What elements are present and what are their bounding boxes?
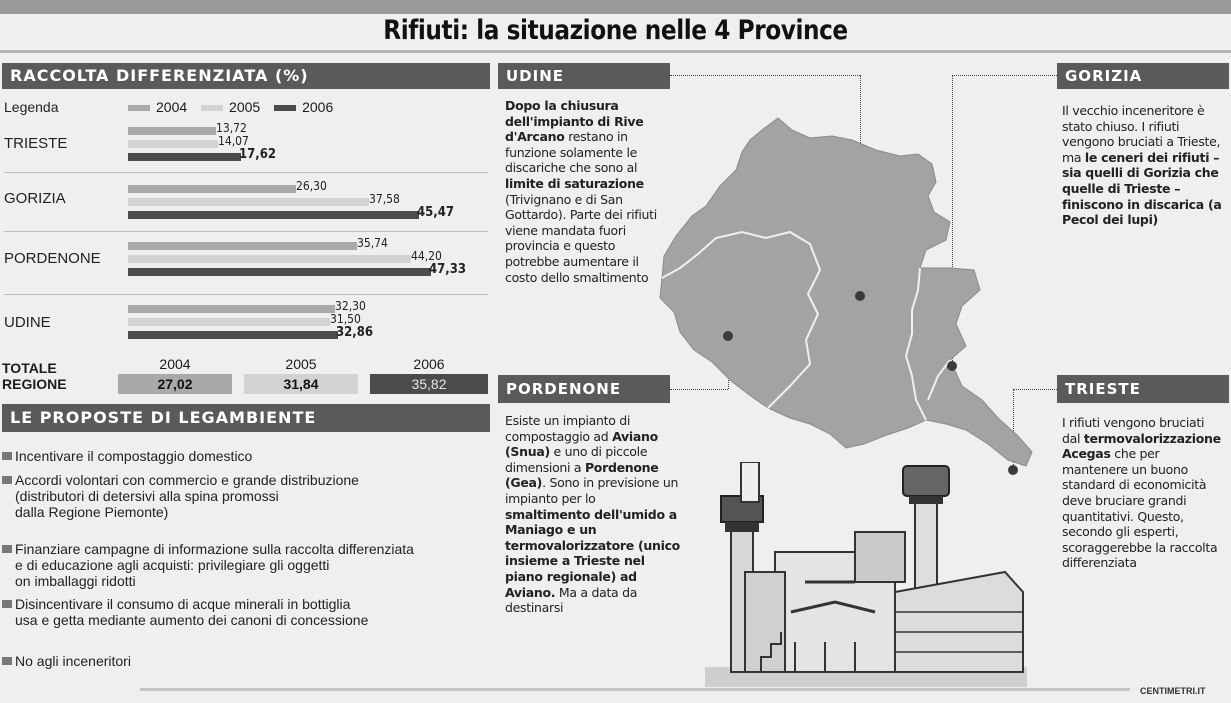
pordenone-text-bold-4: Pordenone (Gea) — [505, 459, 659, 491]
pordenone-text-bold-2: Aviano (Snua) — [505, 428, 658, 460]
totale-value-2006: 35,82 — [370, 374, 488, 394]
proposta-line: on imballaggi ridotti — [15, 573, 136, 589]
gorizia-text-bold-2: le ceneri dei rifiuti – sia quelli di Gorizia che quelle di Trieste – finiscono in discarica (a Pecol dei lupi) — [1062, 149, 1222, 228]
proposta-item — [2, 596, 368, 628]
bar-gorizia-2005 — [128, 198, 369, 206]
totale-year-2004: 2004 — [159, 356, 191, 372]
bar-gorizia-2004 — [128, 185, 296, 193]
gorizia-text — [1062, 103, 1222, 228]
bar-trieste-2004 — [128, 127, 216, 135]
proposta-line: Finanziare campagne di informazione sulla raccolta differenziata — [15, 541, 414, 557]
bar-pordenone-2006 — [128, 268, 431, 276]
proposte-header: LE PROPOSTE DI LEGAMBIENTE — [2, 404, 490, 432]
trieste-text — [1062, 415, 1224, 571]
bar-chart — [0, 0, 490, 360]
pordenone-text-5: . Sono in previsione un impianto per lo — [505, 475, 679, 506]
trieste-text-3: che per mantenere un buono standard di economicità deve bruciare grandi quantitativi. Questo, secondo gli esperti, scoraggerebbe la raccolta differenziata — [1062, 446, 1218, 571]
pordenone-header: PORDENONE — [498, 375, 670, 403]
bar-value-label: 26,30 — [296, 179, 327, 193]
bullet-square-icon — [2, 657, 12, 665]
bar-pordenone-2004 — [128, 242, 357, 250]
proposta-line: Disincentivare il consumo di acque minerali in bottiglia — [15, 596, 351, 612]
proposta-item — [2, 653, 131, 669]
incinerator-plant-icon — [705, 462, 1027, 687]
legend-label: Legenda — [4, 99, 59, 115]
udine-leader-line — [670, 75, 860, 76]
bar-value-label: 31,50 — [330, 312, 361, 326]
proposta-line: usa e getta mediante aumento dei canoni di concessione — [15, 612, 369, 628]
page-title: Rifiuti: la situazione nelle 4 Province — [383, 15, 848, 46]
pordenone-text-7: Ma a data da destinarsi — [505, 584, 638, 616]
udine-text — [505, 98, 665, 285]
proposta-item — [2, 472, 359, 520]
credit-label: CENTIMETRI.IT — [1140, 686, 1206, 696]
totale-year-2005: 2005 — [285, 356, 317, 372]
proposta-line: e di educazione agli acquisti: privilegiare gli oggetti — [15, 557, 330, 573]
bar-value-label: 44,20 — [411, 249, 442, 263]
bar-value-label: 14,07 — [218, 134, 249, 148]
totale-year-2006: 2006 — [413, 356, 445, 372]
udine-text-2: restano in funzione solamente le discariche che sono al — [505, 129, 638, 176]
legend-item-2004: 2004 — [156, 99, 188, 115]
trieste-text-bold-2: termovalorizzazione Acegas — [1062, 430, 1221, 462]
bullet-square-icon — [2, 476, 12, 484]
totale-value-2005: 31,84 — [244, 374, 358, 394]
bar-value-label: 35,74 — [357, 236, 388, 250]
bullet-square-icon — [2, 600, 12, 608]
gorizia-header: GORIZIA — [1057, 63, 1229, 89]
bar-value-label: 37,58 — [369, 192, 400, 206]
totale-label-line2: REGIONE — [2, 376, 67, 392]
proposta-line: Accordi volontari con commercio e grande distribuzione — [15, 472, 359, 488]
raccolta-header: RACCOLTA DIFFERENZIATA (%) — [2, 63, 490, 89]
trieste-header: TRIESTE — [1057, 375, 1229, 403]
proposta-line: dalla Regione Piemonte) — [15, 504, 169, 520]
bar-value-label: 32,86 — [336, 325, 373, 340]
bar-udine-2005 — [128, 318, 330, 326]
bar-trieste-2006 — [128, 153, 241, 161]
proposta-line: (distributori di detersivi alla spina promossi — [15, 488, 279, 504]
udine-text-bold-1: Dopo la chiusura dell'impianto di Rive d'Arcano — [505, 98, 644, 145]
totale-label — [2, 360, 67, 392]
bar-value-label: 47,33 — [429, 262, 466, 277]
proposta-line: Incentivare il compostaggio domestico — [15, 448, 253, 464]
gorizia-text-1: Il vecchio inceneritore è stato chiuso. I rifiuti vengono bruciati a Trieste, ma — [1062, 103, 1221, 165]
bar-udine-2004 — [128, 305, 335, 313]
udine-header: UDINE — [498, 63, 670, 89]
bar-value-label: 17,62 — [239, 147, 276, 162]
proposta-line: No agli inceneritori — [15, 653, 131, 669]
pordenone-text-bold-6: smaltimento dell'umido a Maniago e un termovalorizzatore (unico insieme a Trieste nel piano regionale) ad Aviano. — [505, 506, 680, 600]
legend-item-2005: 2005 — [229, 99, 261, 115]
bar-value-label: 13,72 — [216, 121, 247, 135]
category-label-pordenone: PORDENONE — [4, 250, 101, 267]
bullet-square-icon — [2, 452, 12, 460]
totale-label-line1: TOTALE — [2, 360, 57, 376]
udine-text-4: (Trivignano e di San Gottardo). Parte dei rifiuti viene mandata fuori provincia e questo potrebbe aumentare il costo dello smaltimento — [505, 191, 657, 285]
proposta-item — [2, 541, 414, 589]
bar-trieste-2005 — [128, 140, 218, 148]
bar-value-label: 45,47 — [417, 205, 454, 220]
bar-pordenone-2005 — [128, 255, 411, 263]
totale-value-2004: 27,02 — [118, 374, 232, 394]
pordenone-text-3: e uno di piccole dimensioni a — [505, 444, 648, 475]
category-label-trieste: TRIESTE — [4, 135, 68, 152]
trieste-text-1: I rifiuti vengono bruciati dal — [1062, 415, 1205, 446]
bottom-rule — [140, 688, 1130, 691]
category-label-udine: UDINE — [4, 314, 51, 331]
proposta-item — [2, 448, 252, 464]
udine-text-bold-3: limite di saturazione — [505, 175, 644, 191]
region-map-icon — [650, 100, 1060, 500]
category-label-gorizia: GORIZIA — [4, 190, 66, 207]
bar-gorizia-2006 — [128, 211, 419, 219]
pordenone-text-1: Esiste un impianto di compostaggio ad — [505, 413, 631, 444]
bar-value-label: 32,30 — [335, 299, 366, 313]
bar-udine-2006 — [128, 331, 338, 339]
gorizia-leader-line — [952, 75, 1057, 76]
bullet-square-icon — [2, 545, 12, 553]
legend-item-2006: 2006 — [302, 99, 334, 115]
